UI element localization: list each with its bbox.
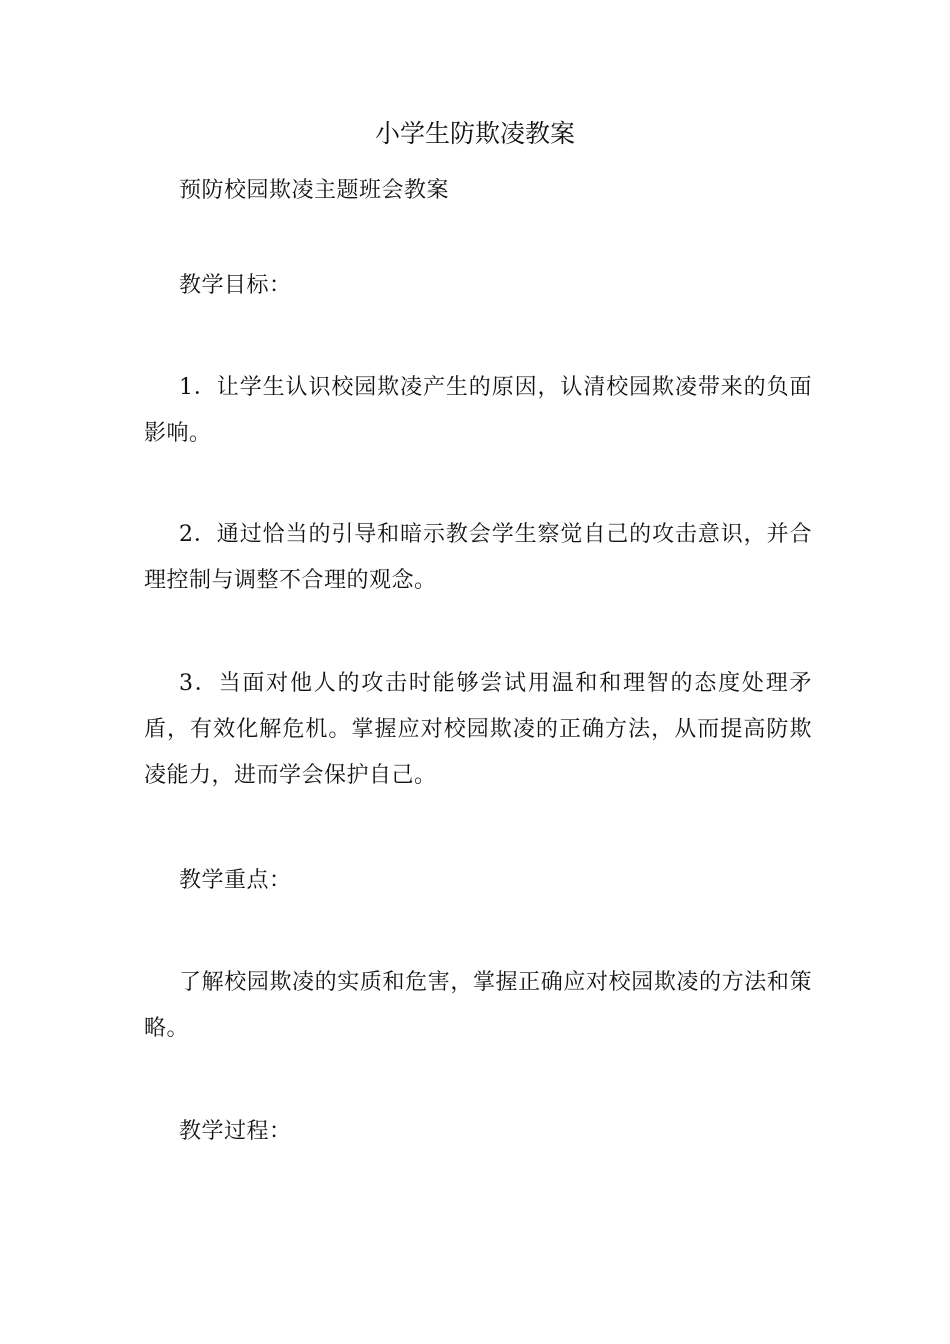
section-heading-goals: 教学目标： [179,273,292,298]
goal-item-2: 2．通过恰当的引导和暗示教会学生察觉自己的攻击意识，并合理控制与调整不合理的观念。 [144,522,812,593]
focus-paragraph: 了解校园欺凌的实质和危害，掌握正确应对校园欺凌的方法和策略。 [144,970,812,1041]
section-heading-process: 教学过程： [179,1119,292,1144]
goal-item-1: 1．让学生认识校园欺凌产生的原因，认清校园欺凌带来的负面影响。 [144,375,812,446]
document-subtitle: 预防校园欺凌主题班会教案 [179,178,450,203]
section-heading-focus: 教学重点： [179,868,292,893]
goal-item-3: 3．当面对他人的攻击时能够尝试用温和和理智的态度处理矛盾，有效化解危机。掌握应对校园欺凌的正确方法，从而提高防欺凌能力，进而学会保护自己。 [144,671,812,788]
document-title: 小学生防欺凌教案 [374,119,575,148]
